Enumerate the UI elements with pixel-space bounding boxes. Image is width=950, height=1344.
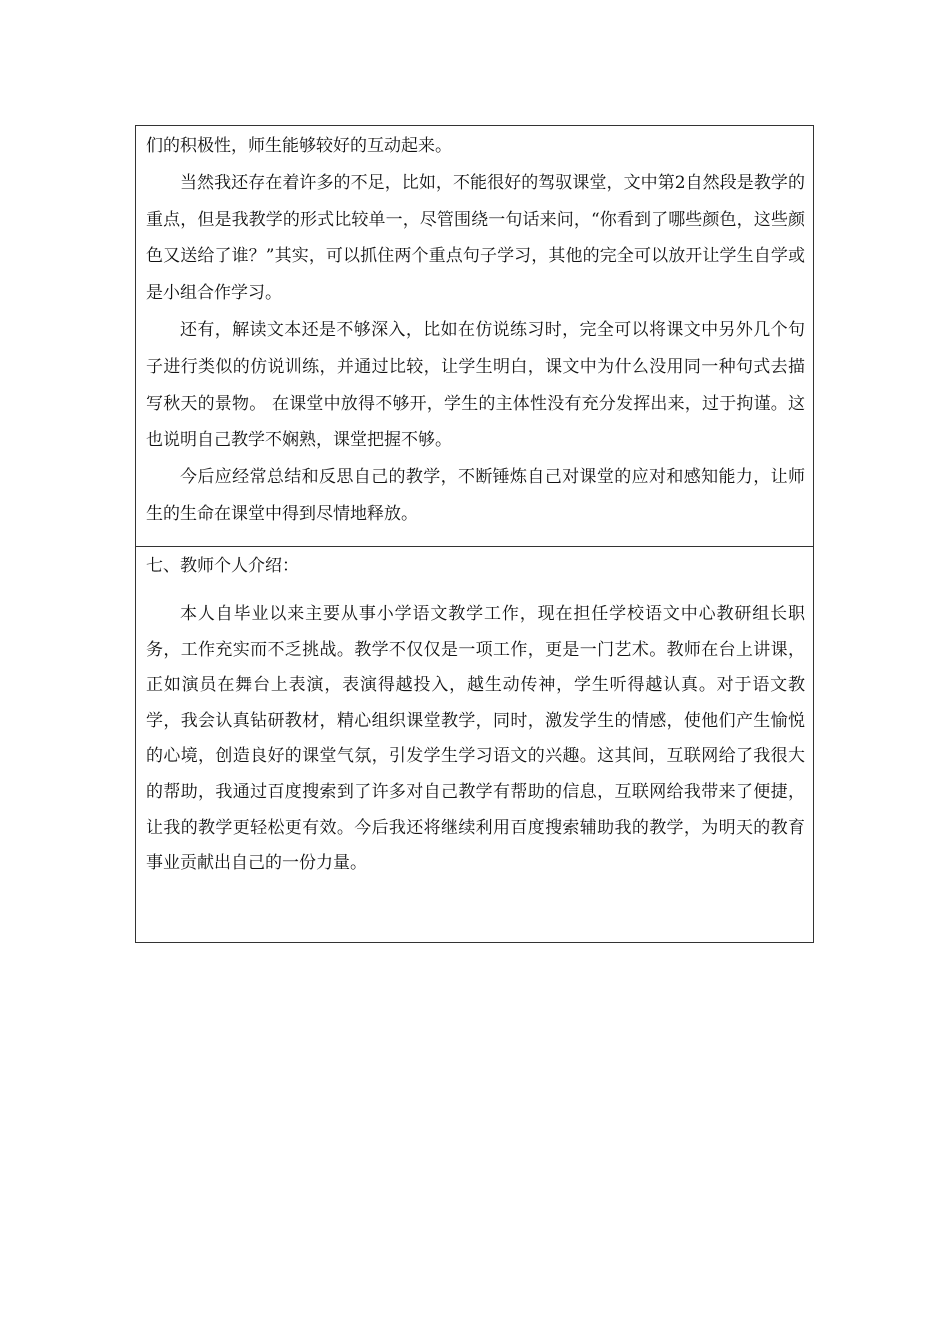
teacher-intro-body — [146, 597, 805, 882]
teacher-intro-cell — [136, 547, 813, 942]
document-table — [135, 125, 814, 943]
reflection-paragraph-4: 今后应经常总结和反思自己的教学，不断锤炼自己对课堂的应对和感知能力，让师生的生命在课堂中得到尽情地释放。 — [146, 467, 805, 524]
section-heading: 七、教师个人介绍： — [146, 556, 299, 576]
reflection-paragraph-3: 还有，解读文本还是不够深入，比如在仿说练习时，完全可以将课文中另外几个句子进行类似的仿说训练，并通过比较，让学生明白，课文中为什么没用同一种句式去描写秋天的景物。 在课堂中放得不够开，学生的主体性没有充分发挥出来，过于拘谨。这也说明自己教学不娴熟，课堂把握不够。 — [146, 319, 805, 451]
reflection-paragraph-2: 当然我还存在着许多的不足，比如，不能很好的驾驭课堂，文中第2自然段是教学的重点，但是我教学的形式比较单一，尽管围绕一句话来问，“你看到了哪些颜色，这些颜色又送给了谁？”其实，可以抓住两个重点句子学习，其他的完全可以放开让学生自学或是小组合作学习。 — [146, 172, 805, 304]
reflection-paragraph-1: 们的积极性，师生能够较好的互动起来。 — [146, 136, 452, 156]
teacher-intro-paragraph: 本人自毕业以来主要从事小学语文教学工作，现在担任学校语文中心教研组长职务，工作充实而不乏挑战。教学不仅仅是一项工作，更是一门艺术。教师在台上讲课，正如演员在舞台上表演，表演得越投入，越生动传神，学生听得越认真。对于语文教学，我会认真钻研教材，精心组织课堂教学，同时，激发学生的情感，使他们产生愉悦的心境，创造良好的课堂气氛，引发学生学习语文的兴趣。这其间，互联网给了我很大的帮助，我通过百度搜索到了许多对自己教学有帮助的信息，互联网给我带来了便捷，让我的教学更轻松更有效。今后我还将继续利用百度搜索辅助我的教学，为明天的教育事业贡献出自己的一份力量。 — [146, 604, 805, 874]
reflection-cell — [136, 126, 813, 547]
